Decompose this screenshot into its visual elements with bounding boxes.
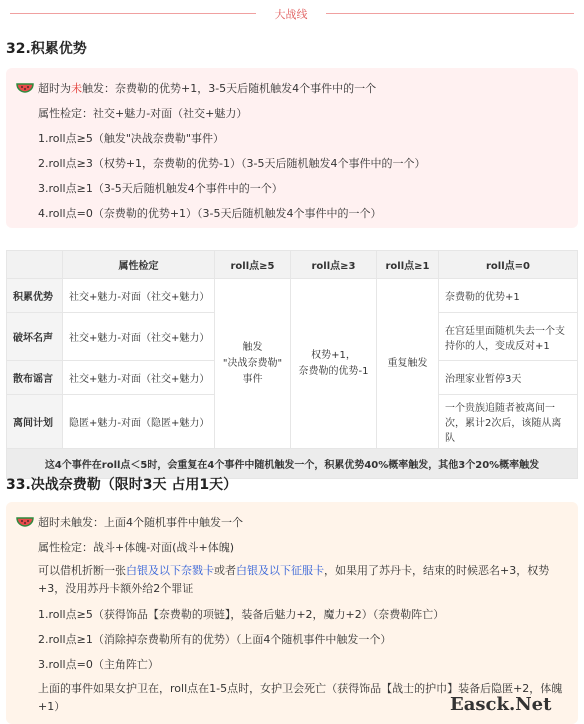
watermelon-icon xyxy=(16,82,34,94)
event-roll0: 治理家业暂停3天 xyxy=(439,361,578,395)
table-header-cell: roll点≥5 xyxy=(215,251,291,279)
event-roll0: 一个贵族追随者被离间一次，累计2次后，该随从离队 xyxy=(439,395,578,449)
event-attr: 社交+魅力-对面（社交+魅力） xyxy=(63,361,215,395)
site-watermark: Easck.Net xyxy=(450,694,552,715)
event-roll0: 奈费勒的优势+1 xyxy=(439,279,578,313)
event-name: 积累优势 xyxy=(7,279,63,313)
s32-timeout-line xyxy=(38,80,376,96)
s32-roll-1: 3.roll点≥1（3-5天后随机触发4个事件中的一个） xyxy=(38,182,283,195)
divider-line-right xyxy=(326,13,574,14)
merged-r3-line2: 奈费勒的优势-1 xyxy=(298,365,369,377)
event-roll0: 在宫廷里面随机失去一个支持你的人，变成反对+1 xyxy=(439,313,578,361)
table-header-cell: roll点≥3 xyxy=(291,251,377,279)
section-divider xyxy=(0,6,584,20)
event-attr: 社交+魅力-对面（社交+魅力） xyxy=(63,313,215,361)
table-footer-note: 这4个事件在roll点＜5时，会重复在4个事件中随机触发一个，积累优势40%概率触发，其他3个20%概率触发 xyxy=(7,449,578,479)
section-32-box xyxy=(6,68,578,228)
merged-roll-5 xyxy=(215,279,291,449)
merged-r5-line3: 事件 xyxy=(242,373,263,385)
s33-card-pre: 可以借机折断一张 xyxy=(38,564,126,577)
merged-roll-3 xyxy=(291,279,377,449)
s33-roll-1: 2.roll点≥1（消除掉奈费勒所有的优势）（上面4个随机事件中触发一个） xyxy=(38,633,392,646)
s33-guard-note: 上面的事件如果女护卫在，roll点在1-5点时，女护卫会死亡（获得饰品【战士的护巾】装备后隐匿+2，体魄+1） xyxy=(38,682,563,713)
table-header-cell xyxy=(7,251,63,279)
s32-roll-3: 2.roll点≥3（权势+1，奈费勒的优势-1）（3-5天后随机触发4个事件中的一个） xyxy=(38,157,426,170)
section-32-title: 32.积累优势 xyxy=(6,41,87,57)
s33-roll-5: 1.roll点≥5（获得饰品【奈费勒的项链】，装备后魅力+2，魔力+2）（奈费勒阵亡） xyxy=(38,608,445,621)
event-name: 破坏名声 xyxy=(7,313,63,361)
s33-card-mid: 或者 xyxy=(214,564,236,577)
event-name: 散布谣言 xyxy=(7,361,63,395)
s32-attr-check: 属性检定：社交+魅力-对面（社交+魅力） xyxy=(38,107,248,120)
merged-roll-1: 重复触发 xyxy=(377,279,439,449)
table-row xyxy=(7,279,578,313)
divider-line-left xyxy=(10,13,256,14)
table-header-cell: roll点=0 xyxy=(439,251,578,279)
s33-roll-0: 3.roll点=0（主角阵亡） xyxy=(38,658,159,671)
silver-conquest-card-link[interactable]: 白银及以下征服卡 xyxy=(236,564,324,577)
s33-timeout-line: 超时未触发：上面4个随机事件中触发一个 xyxy=(38,516,243,529)
s33-card-post: ，如果用了苏丹卡，结束的时候恶名+3，权势+3，没用苏丹卡额外给2个罪证 xyxy=(38,564,550,595)
s32-timeout-pre: 超时为 xyxy=(38,82,71,95)
event-table xyxy=(6,250,578,479)
section-33-title: 33.决战奈费勒（限时3天 占用1天） xyxy=(6,477,238,493)
event-attr: 隐匿+魅力-对面（隐匿+魅力） xyxy=(63,395,215,449)
merged-r5-line1: 触发 xyxy=(242,341,263,353)
s33-card-note xyxy=(38,562,566,598)
s33-attr-check: 属性检定：战斗+体魄-对面(战斗+体魄) xyxy=(38,541,234,554)
table-header-row xyxy=(7,251,578,279)
event-name: 离间计划 xyxy=(7,395,63,449)
s32-timeout-post: 触发：奈费勒的优势+1，3-5天后随机触发4个事件中的一个 xyxy=(82,82,377,95)
merged-r5-line2: "决战奈费勒" xyxy=(222,357,283,369)
silver-execution-card-link[interactable]: 白银及以下奈戮卡 xyxy=(126,564,214,577)
table-header-cell: 属性检定 xyxy=(63,251,215,279)
table-header-cell: roll点≥1 xyxy=(377,251,439,279)
event-attr: 社交+魅力-对面（社交+魅力） xyxy=(63,279,215,313)
merged-r3-line1: 权势+1， xyxy=(311,349,356,361)
s32-timeout-red: 未 xyxy=(71,82,82,95)
watermelon-icon xyxy=(16,516,34,528)
s32-roll-0: 4.roll点=0（奈费勒的优势+1）（3-5天后随机触发4个事件中的一个） xyxy=(38,207,382,220)
section-33-box xyxy=(6,502,578,724)
s32-roll-5: 1.roll点≥5（触发"决战奈费勒"事件） xyxy=(38,132,224,145)
divider-label: 大战线 xyxy=(274,8,308,21)
